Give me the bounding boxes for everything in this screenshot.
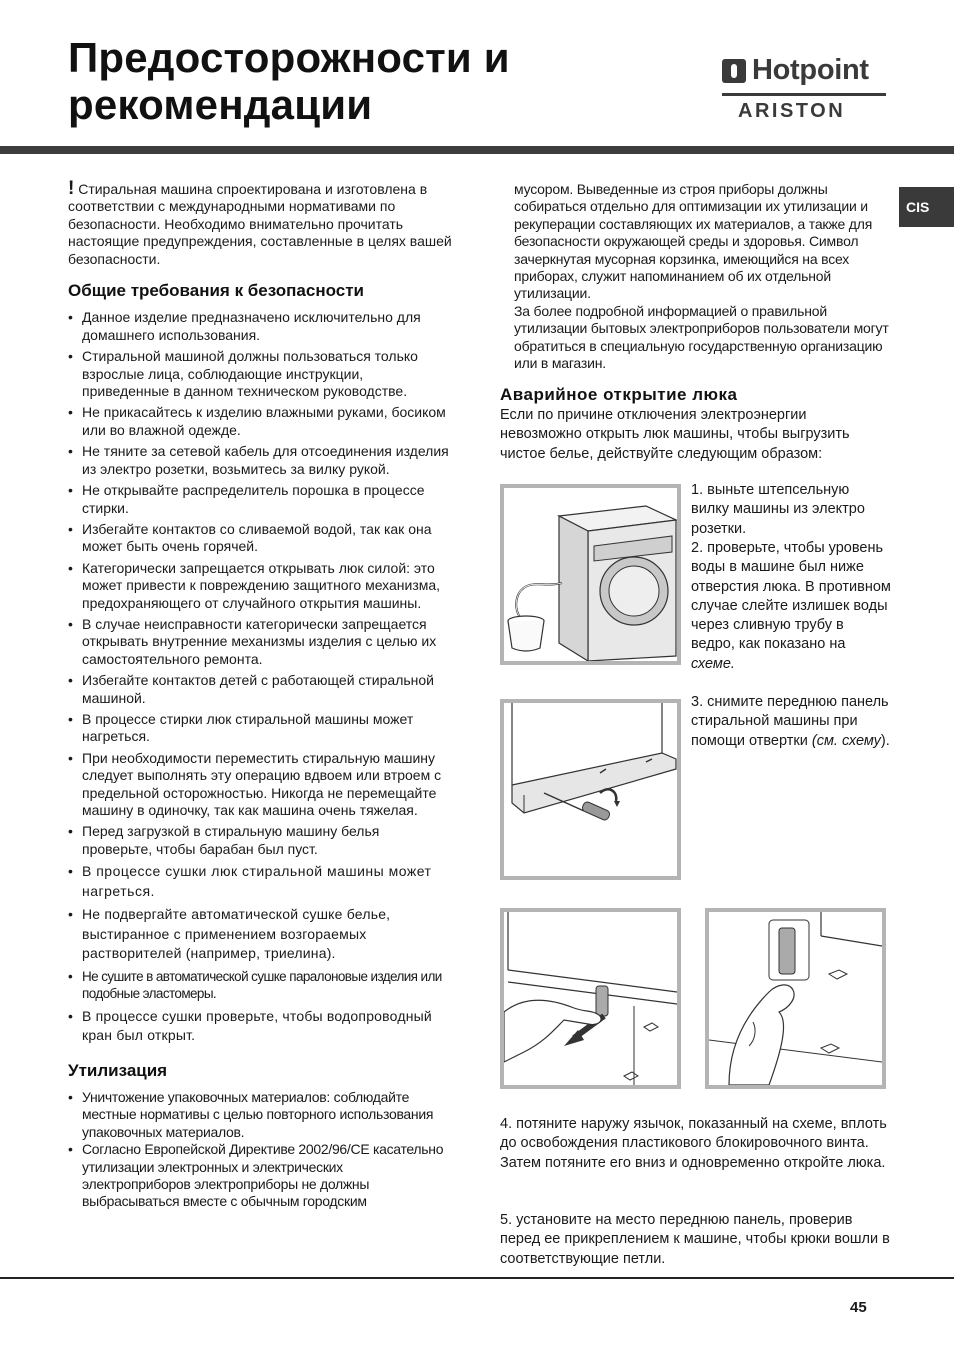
list-item: • Уничтожение упаковочных материалов: соблюдайте местные нормативы с целью повторного использования упаковочных материалов. (68, 1089, 453, 1141)
disposal-heading: Утилизация (68, 1060, 168, 1080)
brand-main: Hotpoint (752, 54, 869, 86)
right-column (500, 181, 890, 464)
step-5: 5. установите на место переднюю панель, проверив перед ее прикреплением к машине, чтобы крюки вошли в соответствующие петли. (500, 1212, 890, 1267)
warning-exclamation: ! (68, 178, 75, 199)
general-safety-list (68, 309, 453, 1045)
page-number: 45 (850, 1299, 867, 1316)
general-safety-heading: Общие требования к безопасности (68, 281, 364, 301)
screwdriver-panel-illustration (504, 703, 677, 876)
washing-machine-drain-illustration (504, 488, 677, 661)
list-item: • В случае неисправности категорически запрещается открывать внутренние механизмы изделия с целью их самостоятельного ремонта. (68, 616, 453, 668)
step-1: 1. выньте штепсельную вилку машины из электро розетки. (691, 482, 865, 537)
figure-pull-tab (500, 908, 681, 1089)
emergency-heading: Аварийное открытие люка (500, 385, 738, 405)
step-3-italic: (см. схему (811, 732, 881, 749)
list-item: • Не открывайте распределитель порошка в процессе стирки. (68, 482, 453, 517)
list-item: • Не подвергайте автоматической сушке белье, выстиранное с применением возгораемых растворителей (например, триелина). (68, 905, 453, 964)
step-2-text: 2. проверьте, чтобы уровень воды в машине был ниже отверстия люка. В противном случае слейте излишек воды через сливную трубу в ведро, как показано на (691, 540, 891, 653)
disposal-list (68, 1089, 453, 1211)
step-2-italic: схеме. (691, 655, 735, 672)
list-item: • В процессе сушки люк стиральной машины может нагреться. (68, 862, 453, 901)
language-tab: CIS (899, 187, 954, 227)
list-item: • Перед загрузкой в стиральную машину белья проверьте, чтобы барабан был пуст. (68, 823, 453, 858)
list-item: • В процессе сушки проверьте, чтобы водопроводный кран был открыт. (68, 1007, 453, 1046)
list-item: • Согласно Европейской Директиве 2002/96/CE касательно утилизации электронных и электрических электроприборов электроприборы не должны выбрасываться вместе с обычным городским (68, 1141, 453, 1211)
brand-sub: ARISTON (738, 100, 846, 122)
figure-remove-panel (500, 699, 681, 880)
step-2 (691, 539, 891, 674)
list-item: • Не сушите в автоматической сушке паралоновые изделия или подобные эластомеры. (68, 968, 453, 1003)
pull-tab-illustration (504, 912, 677, 1085)
footer-divider (0, 1277, 954, 1279)
list-item: • Данное изделие предназначено исключительно для домашнего использования. (68, 309, 453, 344)
hotpoint-logo-icon (722, 59, 746, 83)
intro-text: Стиральная машина спроектирована и изготовлена в соответствии с международными нормативами по безопасности. Необходимо внимательно прочитать настоящие предупреждения, составленные в целях вашей безопасности. (68, 181, 452, 267)
disposal-continuation-2: За более подробной информацией о правильной утилизации бытовых электроприборов пользователи могут обратиться в специальную государственную организацию или в магазин. (514, 302, 889, 372)
emergency-intro: Если по причине отключения электроэнергии невозможно открыть люк машины, чтобы выгрузить чистое белье, действуйте следующим образом: (500, 406, 850, 462)
page-title (68, 34, 668, 128)
left-column (68, 178, 453, 1215)
step-4: 4. потяните наружу язычок, показанный на схеме, вплоть до освобождения пластикового блокировочного винта. Затем потяните его вниз и одновременно откройте люка. (500, 1116, 887, 1171)
step-3 (691, 693, 891, 751)
tab-closeup-illustration (709, 912, 882, 1085)
list-item: • Не тяните за сетевой кабель для отсоединения изделия из электро розетки, возьмитесь за вилку рукой. (68, 443, 453, 478)
list-item: • В процессе стирки люк стиральной машины может нагреться. (68, 711, 453, 746)
title-line-1: Предосторожности и (68, 34, 510, 81)
list-item: • Стиральной машиной должны пользоваться только взрослые лица, соблюдающие инструкции, приведенные в данном техническом руководстве. (68, 348, 453, 400)
list-item: • Избегайте контактов со сливаемой водой, так как она может быть очень горячей. (68, 521, 453, 556)
figure-tab-closeup (705, 908, 886, 1089)
step-3-text: 3. снимите переднюю панель стиральной машины при помощи отвертки (691, 694, 889, 749)
list-item: • Категорически запрещается открывать люк силой: это может привести к повреждению защитного механизма, предохраняющего от случайного открытия машины. (68, 560, 453, 612)
list-item: • При необходимости переместить стиральную машину следует выполнять эту операцию вдвоем или втроем с предельной осторожностью. Никогда не перемещайте машину в одиночку, так как машина очень тяжелая. (68, 750, 453, 820)
step-3-end: ). (880, 732, 890, 749)
emergency-section (500, 386, 890, 464)
header-bar (0, 146, 954, 154)
list-item: • Не прикасайтесь к изделию влажными руками, босиком или во влажной одежде. (68, 404, 453, 439)
figure-drain-water (500, 484, 681, 665)
logo-divider (722, 93, 886, 96)
list-item: • Избегайте контактов детей с работающей стиральной машиной. (68, 672, 453, 707)
title-line-2: рекомендации (68, 81, 373, 128)
intro-paragraph (68, 178, 453, 268)
brand-logo (722, 54, 890, 128)
disposal-continuation: мусором. Выведенные из строя приборы должны собираться отдельно для оптимизации их утилизации и рекуперации составляющих их материалов, а также для безопасности окружающей среды и здоровья. Символ зачеркнутая мусорная корзинка, имеющийся на всех приборах, служит напоминанием об их отдельной утилизации. (514, 181, 873, 302)
